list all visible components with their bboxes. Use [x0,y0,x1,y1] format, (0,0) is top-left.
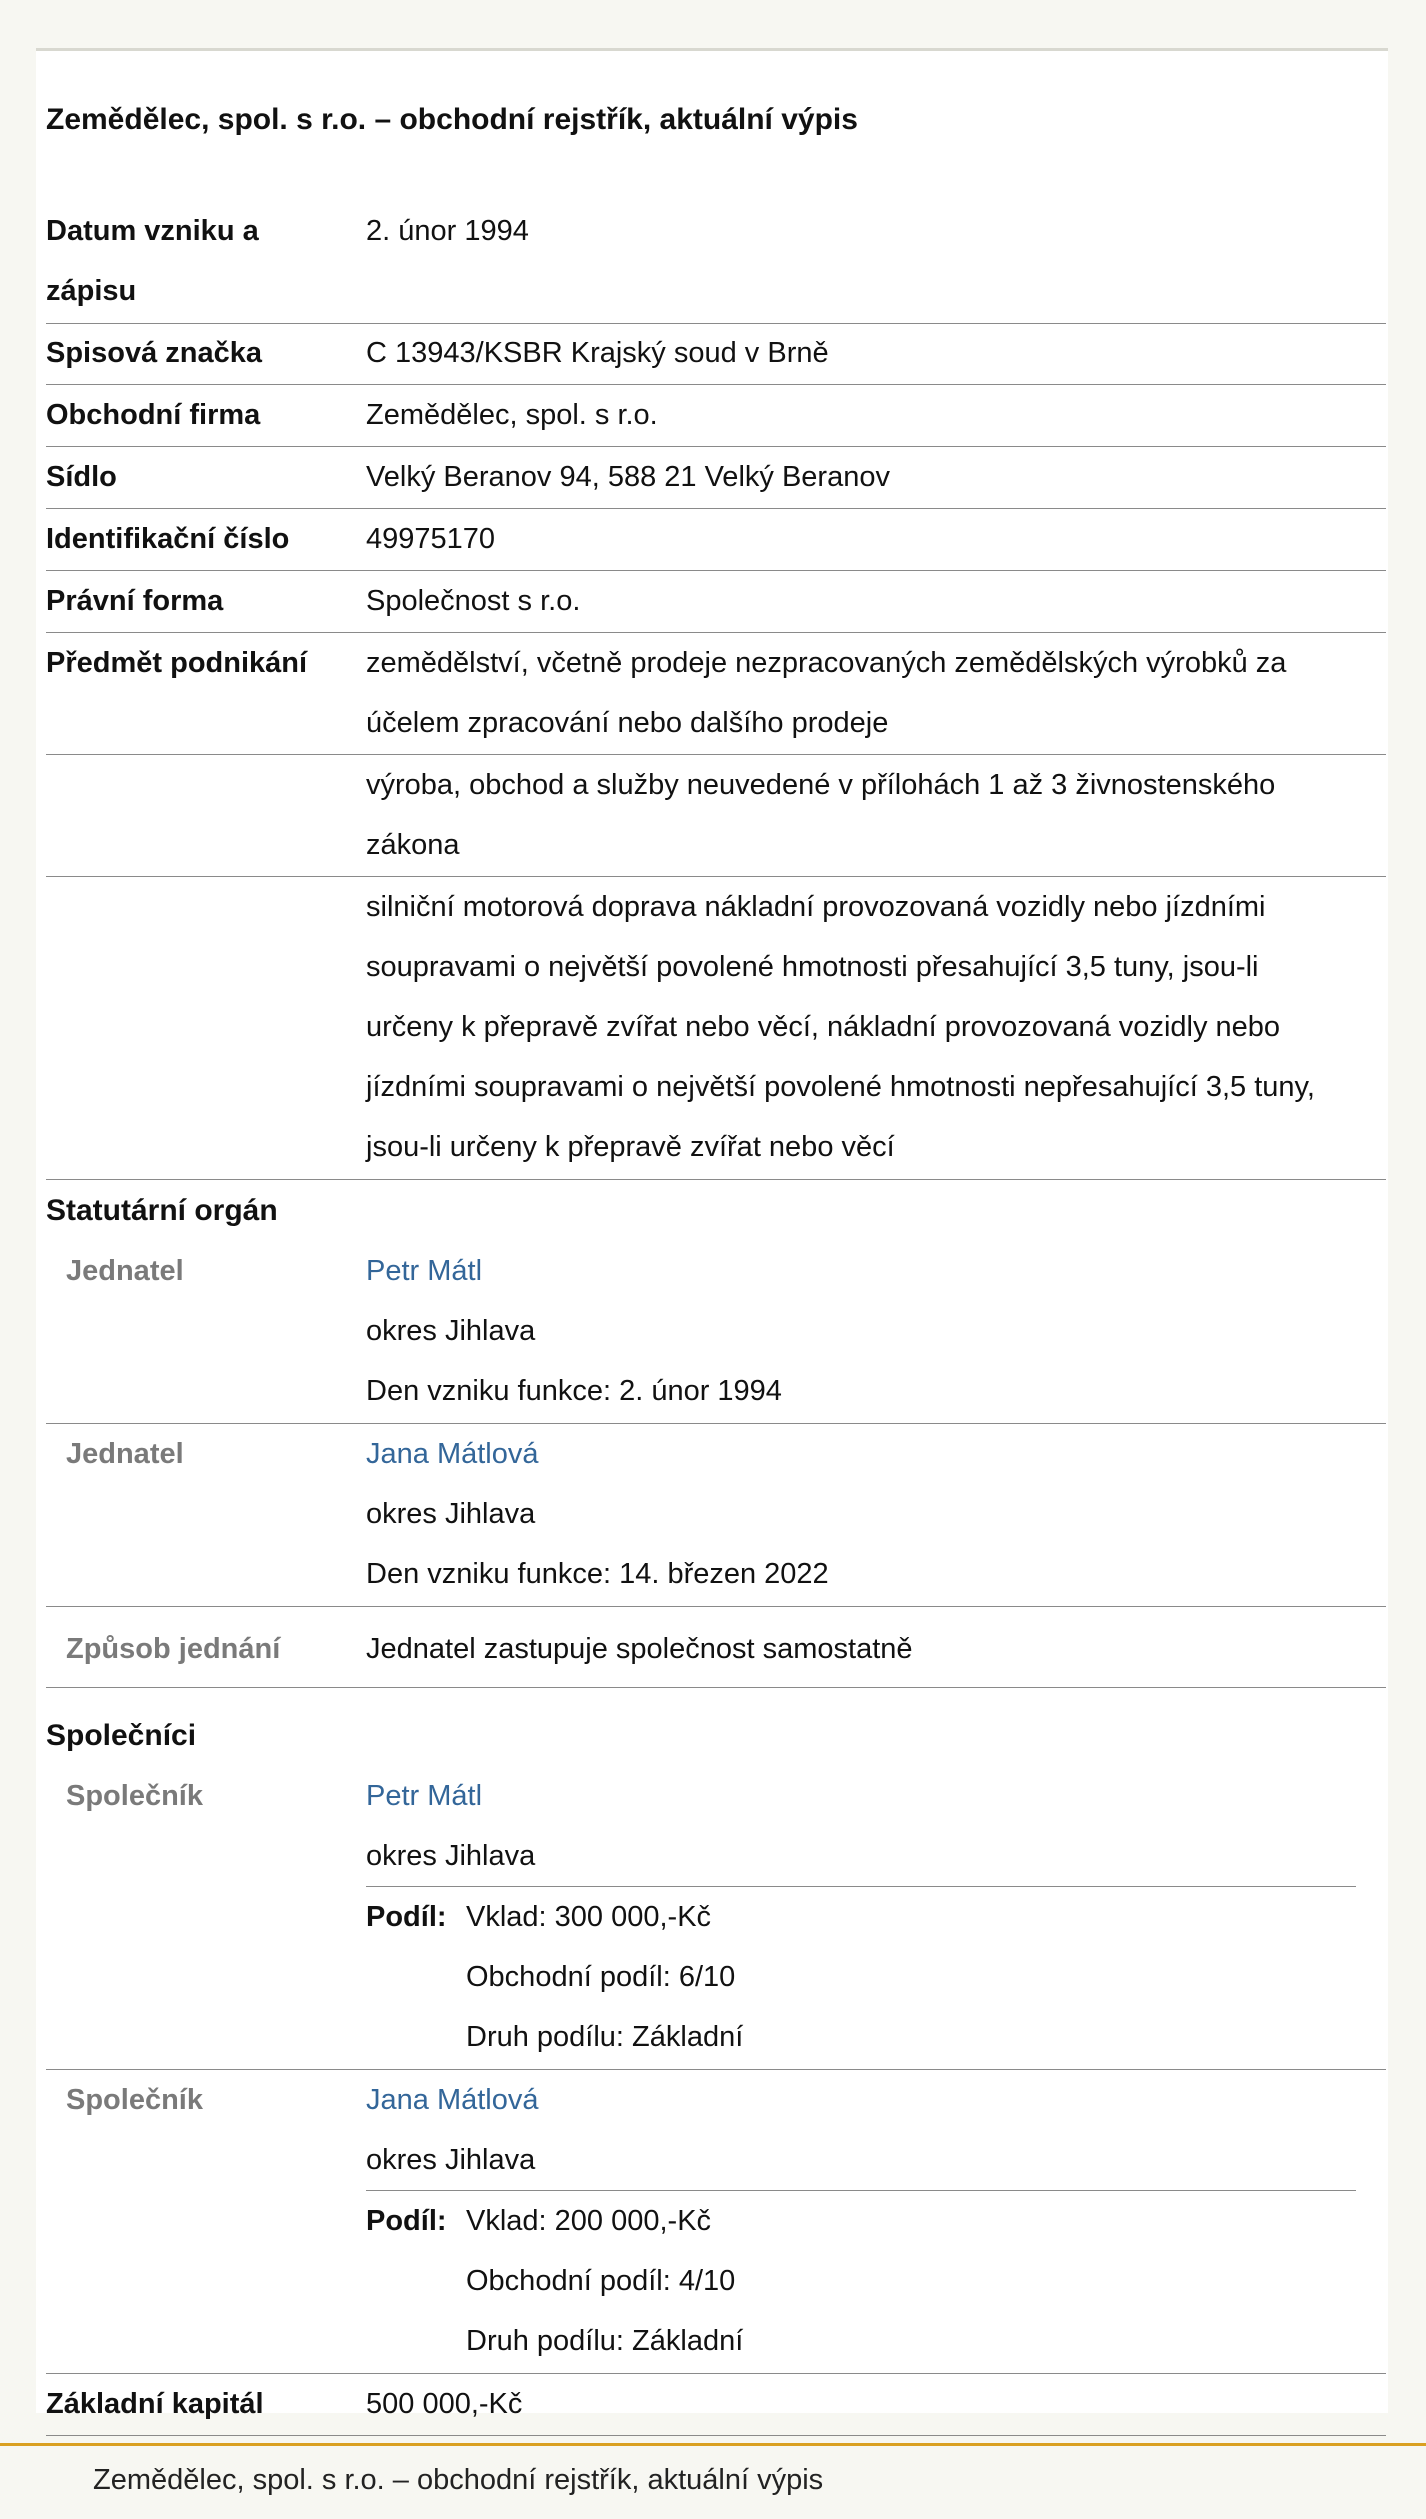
predmet-2-line2: zákona [366,829,460,861]
jednatel-2-okres: okres Jihlava [366,1498,536,1530]
row-jednatel-2 [46,1424,1386,1607]
spisova-value: C 13943/KSBR Krajský soud v Brně [366,337,829,369]
row-spolecnik-1 [46,1766,1386,2070]
predmet-3-line5: jsou-li určeny k přepravě zvířat nebo věcí [366,1131,895,1163]
jednatel-1-okres: okres Jihlava [366,1315,536,1347]
spolecnik-2-okres: okres Jihlava [366,2144,536,2176]
row-predmet-3 [46,877,1386,1180]
footer-title: Zemědělec, spol. s r.o. – obchodní rejstřík, aktuální výpis [93,2464,824,2496]
jednatel-2-name-link[interactable]: Jana Mátlová [366,1438,539,1470]
spisova-label: Spisová značka [46,337,262,369]
kapital-label: Základní kapitál [46,2388,264,2420]
row-spolecnik-2 [46,2070,1386,2374]
predmet-2-line1: výroba, obchod a služby neuvedené v přílohách 1 až 3 živnostenského [366,769,1276,801]
spolecnik-1-name-link[interactable]: Petr Mátl [366,1780,483,1812]
row-datum-vzniku [46,201,1386,324]
row-zpusob-jednani [46,1611,1386,1688]
row-predmet-2 [46,755,1386,877]
jednatel-2-label: Jednatel [66,1438,184,1470]
spolecnik-2-druh: Druh podílu: Základní [466,2325,744,2357]
datum-label-line1: Datum vzniku a [46,215,259,247]
firma-label: Obchodní firma [46,399,261,431]
datum-label-line2: zápisu [46,275,137,307]
zpusob-value: Jednatel zastupuje společnost samostatně [366,1633,913,1665]
row-predmet-1 [46,633,1386,755]
footer-bar [0,2443,1426,2519]
datum-value: 2. únor 1994 [366,215,529,247]
zpusob-label: Způsob jednání [66,1633,281,1665]
firma-value: Zemědělec, spol. s r.o. [366,399,658,431]
predmet-3-line1: silniční motorová doprava nákladní provozovaná vozidly nebo jízdními [366,891,1266,923]
jednatel-1-name-link[interactable]: Petr Mátl [366,1255,483,1287]
spolecnik-2-vklad: Vklad: 200 000,-Kč [466,2205,712,2237]
row-jednatel-1 [46,1241,1386,1424]
forma-value: Společnost s r.o. [366,585,581,617]
sidlo-value: Velký Beranov 94, 588 21 Velký Beranov [366,461,890,493]
spolecnik-1-okres: okres Jihlava [366,1840,536,1872]
row-spisova-znacka [46,323,1386,385]
jednatel-2-funkce: Den vzniku funkce: 14. březen 2022 [366,1558,829,1590]
kapital-value: 500 000,-Kč [366,2388,523,2420]
predmet-1-line2: účelem zpracování nebo dalšího prodeje [366,707,889,739]
page-title: Zemědělec, spol. s r.o. – obchodní rejstřík, aktuální výpis [46,103,858,136]
row-sidlo [46,447,1386,509]
spolecnik-1-podil-label: Podíl: [366,1901,447,1933]
predmet-3-line3: určeny k přepravě zvířat nebo věcí, nákladní provozovaná vozidly nebo [366,1011,1281,1043]
spolecnik-2-podil-label: Podíl: [366,2205,447,2237]
sidlo-label: Sídlo [46,461,117,493]
row-obchodni-firma [46,385,1386,447]
row-zakladni-kapital [46,2374,1386,2436]
predmet-label: Předmět podnikání [46,647,308,679]
row-pravni-forma [46,571,1386,633]
spolecnik-1-obchodni-podil: Obchodní podíl: 6/10 [466,1961,736,1993]
spolecnik-2-name-link[interactable]: Jana Mátlová [366,2084,539,2116]
register-card [36,48,1388,2420]
spolecnik-1-druh: Druh podílu: Základní [466,2021,744,2053]
spolecnik-2-label: Společník [66,2084,203,2116]
spolecnik-1-vklad: Vklad: 300 000,-Kč [466,1901,712,1933]
ico-value: 49975170 [366,523,496,555]
spolecnici-heading: Společníci [46,1719,197,1752]
spolecnik-2-obchodni-podil: Obchodní podíl: 4/10 [466,2265,736,2297]
ico-label: Identifikační číslo [46,523,290,555]
forma-label: Právní forma [46,585,224,617]
jednatel-1-funkce: Den vzniku funkce: 2. únor 1994 [366,1375,782,1407]
predmet-1-line1: zemědělství, včetně prodeje nezpracovaných zemědělských výrobků za [366,647,1287,679]
row-ico [46,509,1386,571]
predmet-3-line4: jízdními soupravami o největší povolené hmotnosti nepřesahující 3,5 tuny, [366,1071,1315,1103]
spolecnik-1-label: Společník [66,1780,203,1812]
statutarni-heading: Statutární orgán [46,1194,278,1227]
predmet-3-line2: soupravami o největší povolené hmotnosti přesahující 3,5 tuny, jsou-li [366,951,1259,983]
jednatel-1-label: Jednatel [66,1255,184,1287]
